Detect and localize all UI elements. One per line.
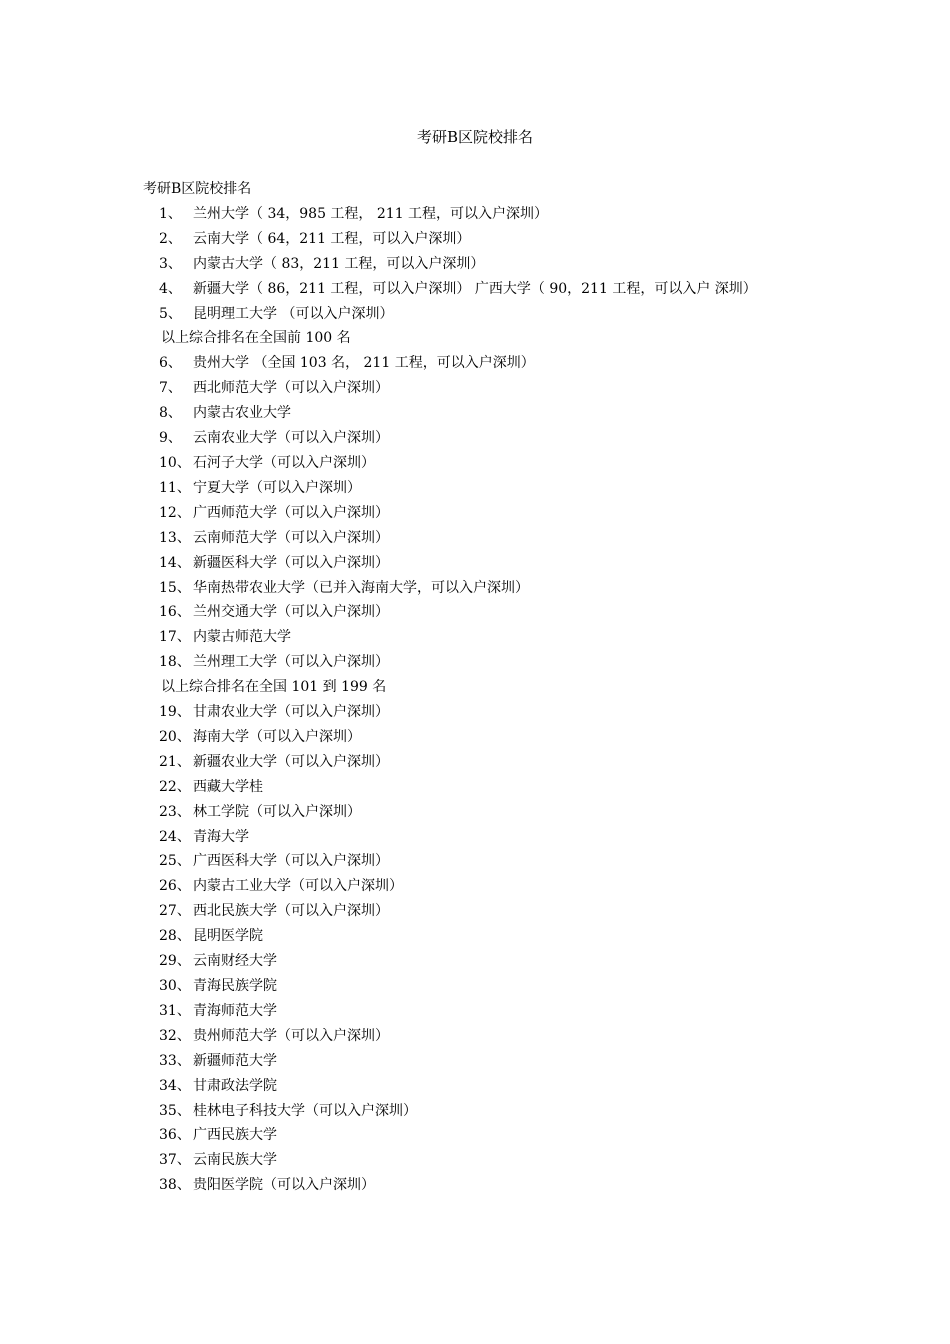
list-item-text: 新疆农业大学（可以入户深圳） <box>193 753 389 770</box>
list-item-text: 内蒙古师范大学 <box>193 629 291 646</box>
list-item-number: 12、 <box>159 504 191 521</box>
list-item-number: 20、 <box>159 728 191 745</box>
list-item-number: 15、 <box>159 579 191 596</box>
list-item-number: 13、 <box>159 529 191 546</box>
list-item-text: 兰州交通大学（可以入户深圳） <box>193 604 389 621</box>
list-item-number: 10、 <box>159 454 191 471</box>
list-item <box>143 849 808 874</box>
list-item-number: 19、 <box>159 704 191 721</box>
list-item-number: 18、 <box>159 654 191 671</box>
list-item-text: 昆明医学院 <box>193 928 263 945</box>
list-item-number: 38、 <box>159 1177 191 1194</box>
list-item <box>143 401 808 426</box>
list-item <box>143 775 808 800</box>
list-item <box>143 302 808 327</box>
list-item <box>143 376 808 401</box>
list-item-text: 贵州师范大学（可以入户深圳） <box>193 1027 389 1044</box>
list-item <box>143 874 808 899</box>
list-item-text: 贵阳医学院（可以入户深圳） <box>193 1177 375 1194</box>
list-item-number: 35、 <box>159 1102 191 1119</box>
list-item <box>143 999 808 1024</box>
list-item-text: 广西医科大学（可以入户深圳） <box>193 853 389 870</box>
list-item-number: 3、 <box>159 255 182 272</box>
list-item <box>143 1148 808 1173</box>
list-item <box>143 526 808 551</box>
list-item-number: 16、 <box>159 604 191 621</box>
list-item-number: 5、 <box>159 305 182 322</box>
list-item <box>143 800 808 825</box>
list-item-number: 23、 <box>159 803 191 820</box>
list-item-text: 西北民族大学（可以入户深圳） <box>193 903 389 920</box>
list-item-text: 云南大学（ 64，211 工程，可以入户深圳） <box>193 230 471 247</box>
list-item <box>143 227 808 252</box>
list-item-text: 桂林电子科技大学（可以入户深圳） <box>193 1102 417 1119</box>
list-item-text: 林工学院（可以入户深圳） <box>193 803 361 820</box>
list-item-number: 21、 <box>159 753 191 770</box>
list-item <box>143 451 808 476</box>
list-item <box>143 501 808 526</box>
list-item-text: 内蒙古农业大学 <box>193 405 291 422</box>
list-item-number: 24、 <box>159 828 191 845</box>
list-item-text: 新疆师范大学 <box>193 1052 277 1069</box>
list-item <box>143 1074 808 1099</box>
list-item-number: 34、 <box>159 1077 191 1094</box>
list-item-text: 西藏大学桂 <box>193 778 263 795</box>
list-item <box>143 825 808 850</box>
list-item <box>143 551 808 576</box>
ranking-list <box>143 202 808 1198</box>
list-item-text: 宁夏大学（可以入户深圳） <box>193 479 361 496</box>
list-item-text: 内蒙古大学（ 83，211 工程，可以入户深圳） <box>193 255 485 272</box>
list-item-number: 17、 <box>159 629 191 646</box>
list-item-text: 云南师范大学（可以入户深圳） <box>193 529 389 546</box>
list-item <box>143 625 808 650</box>
list-item <box>143 650 808 675</box>
list-item-number: 1、 <box>159 205 182 222</box>
list-item <box>143 1049 808 1074</box>
list-item <box>143 899 808 924</box>
list-item <box>143 1024 808 1049</box>
list-item-text: 兰州理工大学（可以入户深圳） <box>193 654 389 671</box>
list-item-text: 新疆医科大学（可以入户深圳） <box>193 554 389 571</box>
list-item <box>143 1099 808 1124</box>
list-item-text: 云南财经大学 <box>193 953 277 970</box>
list-item-number: 32、 <box>159 1027 191 1044</box>
list-item <box>143 351 808 376</box>
list-item-number: 22、 <box>159 778 191 795</box>
list-item <box>143 576 808 601</box>
list-item-text: 云南民族大学 <box>193 1152 277 1169</box>
list-item-number: 27、 <box>159 903 191 920</box>
list-item-number: 4、 <box>159 280 182 297</box>
list-item-number: 28、 <box>159 928 191 945</box>
list-item <box>143 974 808 999</box>
page-title: 考研B区院校排名 <box>416 128 534 146</box>
list-item-text: 甘肃政法学院 <box>193 1077 277 1094</box>
list-item-number: 11、 <box>159 479 191 496</box>
list-item-text: 西北师范大学（可以入户深圳） <box>193 380 389 397</box>
list-item-number: 8、 <box>159 405 182 422</box>
ranking-note: 以上综合排名在全国 101 到 199 名 <box>161 679 387 696</box>
section-heading: 考研B区院校排名 <box>143 181 252 197</box>
list-item-number: 33、 <box>159 1052 191 1069</box>
list-item-text: 新疆大学（ 86，211 工程，可以入户深圳） 广西大学（ 90，211 工程，可以入户 深圳） <box>193 280 757 297</box>
list-item <box>143 476 808 501</box>
list-item-text: 广西民族大学 <box>193 1127 277 1144</box>
list-item-number: 37、 <box>159 1152 191 1169</box>
list-item-number: 30、 <box>159 978 191 994</box>
list-item <box>143 700 808 725</box>
list-item-number: 9、 <box>159 430 182 447</box>
list-item <box>143 949 808 974</box>
list-item-number: 29、 <box>159 953 191 970</box>
list-item-text: 兰州大学（ 34，985 工程， 211 工程，可以入户深圳） <box>193 205 549 222</box>
list-item-number: 36、 <box>159 1127 191 1144</box>
list-item-number: 25、 <box>159 853 191 870</box>
list-item <box>143 202 808 227</box>
list-item-number: 14、 <box>159 554 191 571</box>
list-item-number: 31、 <box>159 1002 191 1019</box>
list-item <box>143 1173 808 1198</box>
list-item <box>143 924 808 949</box>
list-item-number: 2、 <box>159 230 182 247</box>
list-item-text: 云南农业大学（可以入户深圳） <box>193 430 389 447</box>
ranking-note: 以上综合排名在全国前 100 名 <box>161 330 351 347</box>
list-item <box>143 277 808 302</box>
list-item-text: 青海民族学院 <box>193 978 277 994</box>
list-item <box>143 750 808 775</box>
list-item <box>143 600 808 625</box>
list-item <box>143 252 808 277</box>
list-item-number: 7、 <box>159 380 182 397</box>
list-item <box>143 426 808 451</box>
list-item-number: 26、 <box>159 878 191 895</box>
list-item-text: 甘肃农业大学（可以入户深圳） <box>193 704 389 721</box>
document-body <box>143 177 808 1198</box>
list-item-text: 石河子大学（可以入户深圳） <box>193 454 375 471</box>
list-item-text: 昆明理工大学 （可以入户深圳） <box>193 305 394 322</box>
list-item <box>143 1123 808 1148</box>
list-item-text: 青海大学 <box>193 828 249 845</box>
list-item-text: 贵州大学 （全国 103 名， 211 工程，可以入户深圳） <box>193 355 535 372</box>
list-item-text: 内蒙古工业大学（可以入户深圳） <box>193 878 403 895</box>
list-item-text: 青海师范大学 <box>193 1002 277 1019</box>
list-item-number: 6、 <box>159 355 182 372</box>
list-item-text: 华南热带农业大学（已并入海南大学，可以入户深圳） <box>193 579 529 596</box>
list-item-text: 海南大学（可以入户深圳） <box>193 728 361 745</box>
list-item <box>143 725 808 750</box>
list-item-text: 广西师范大学（可以入户深圳） <box>193 504 389 521</box>
